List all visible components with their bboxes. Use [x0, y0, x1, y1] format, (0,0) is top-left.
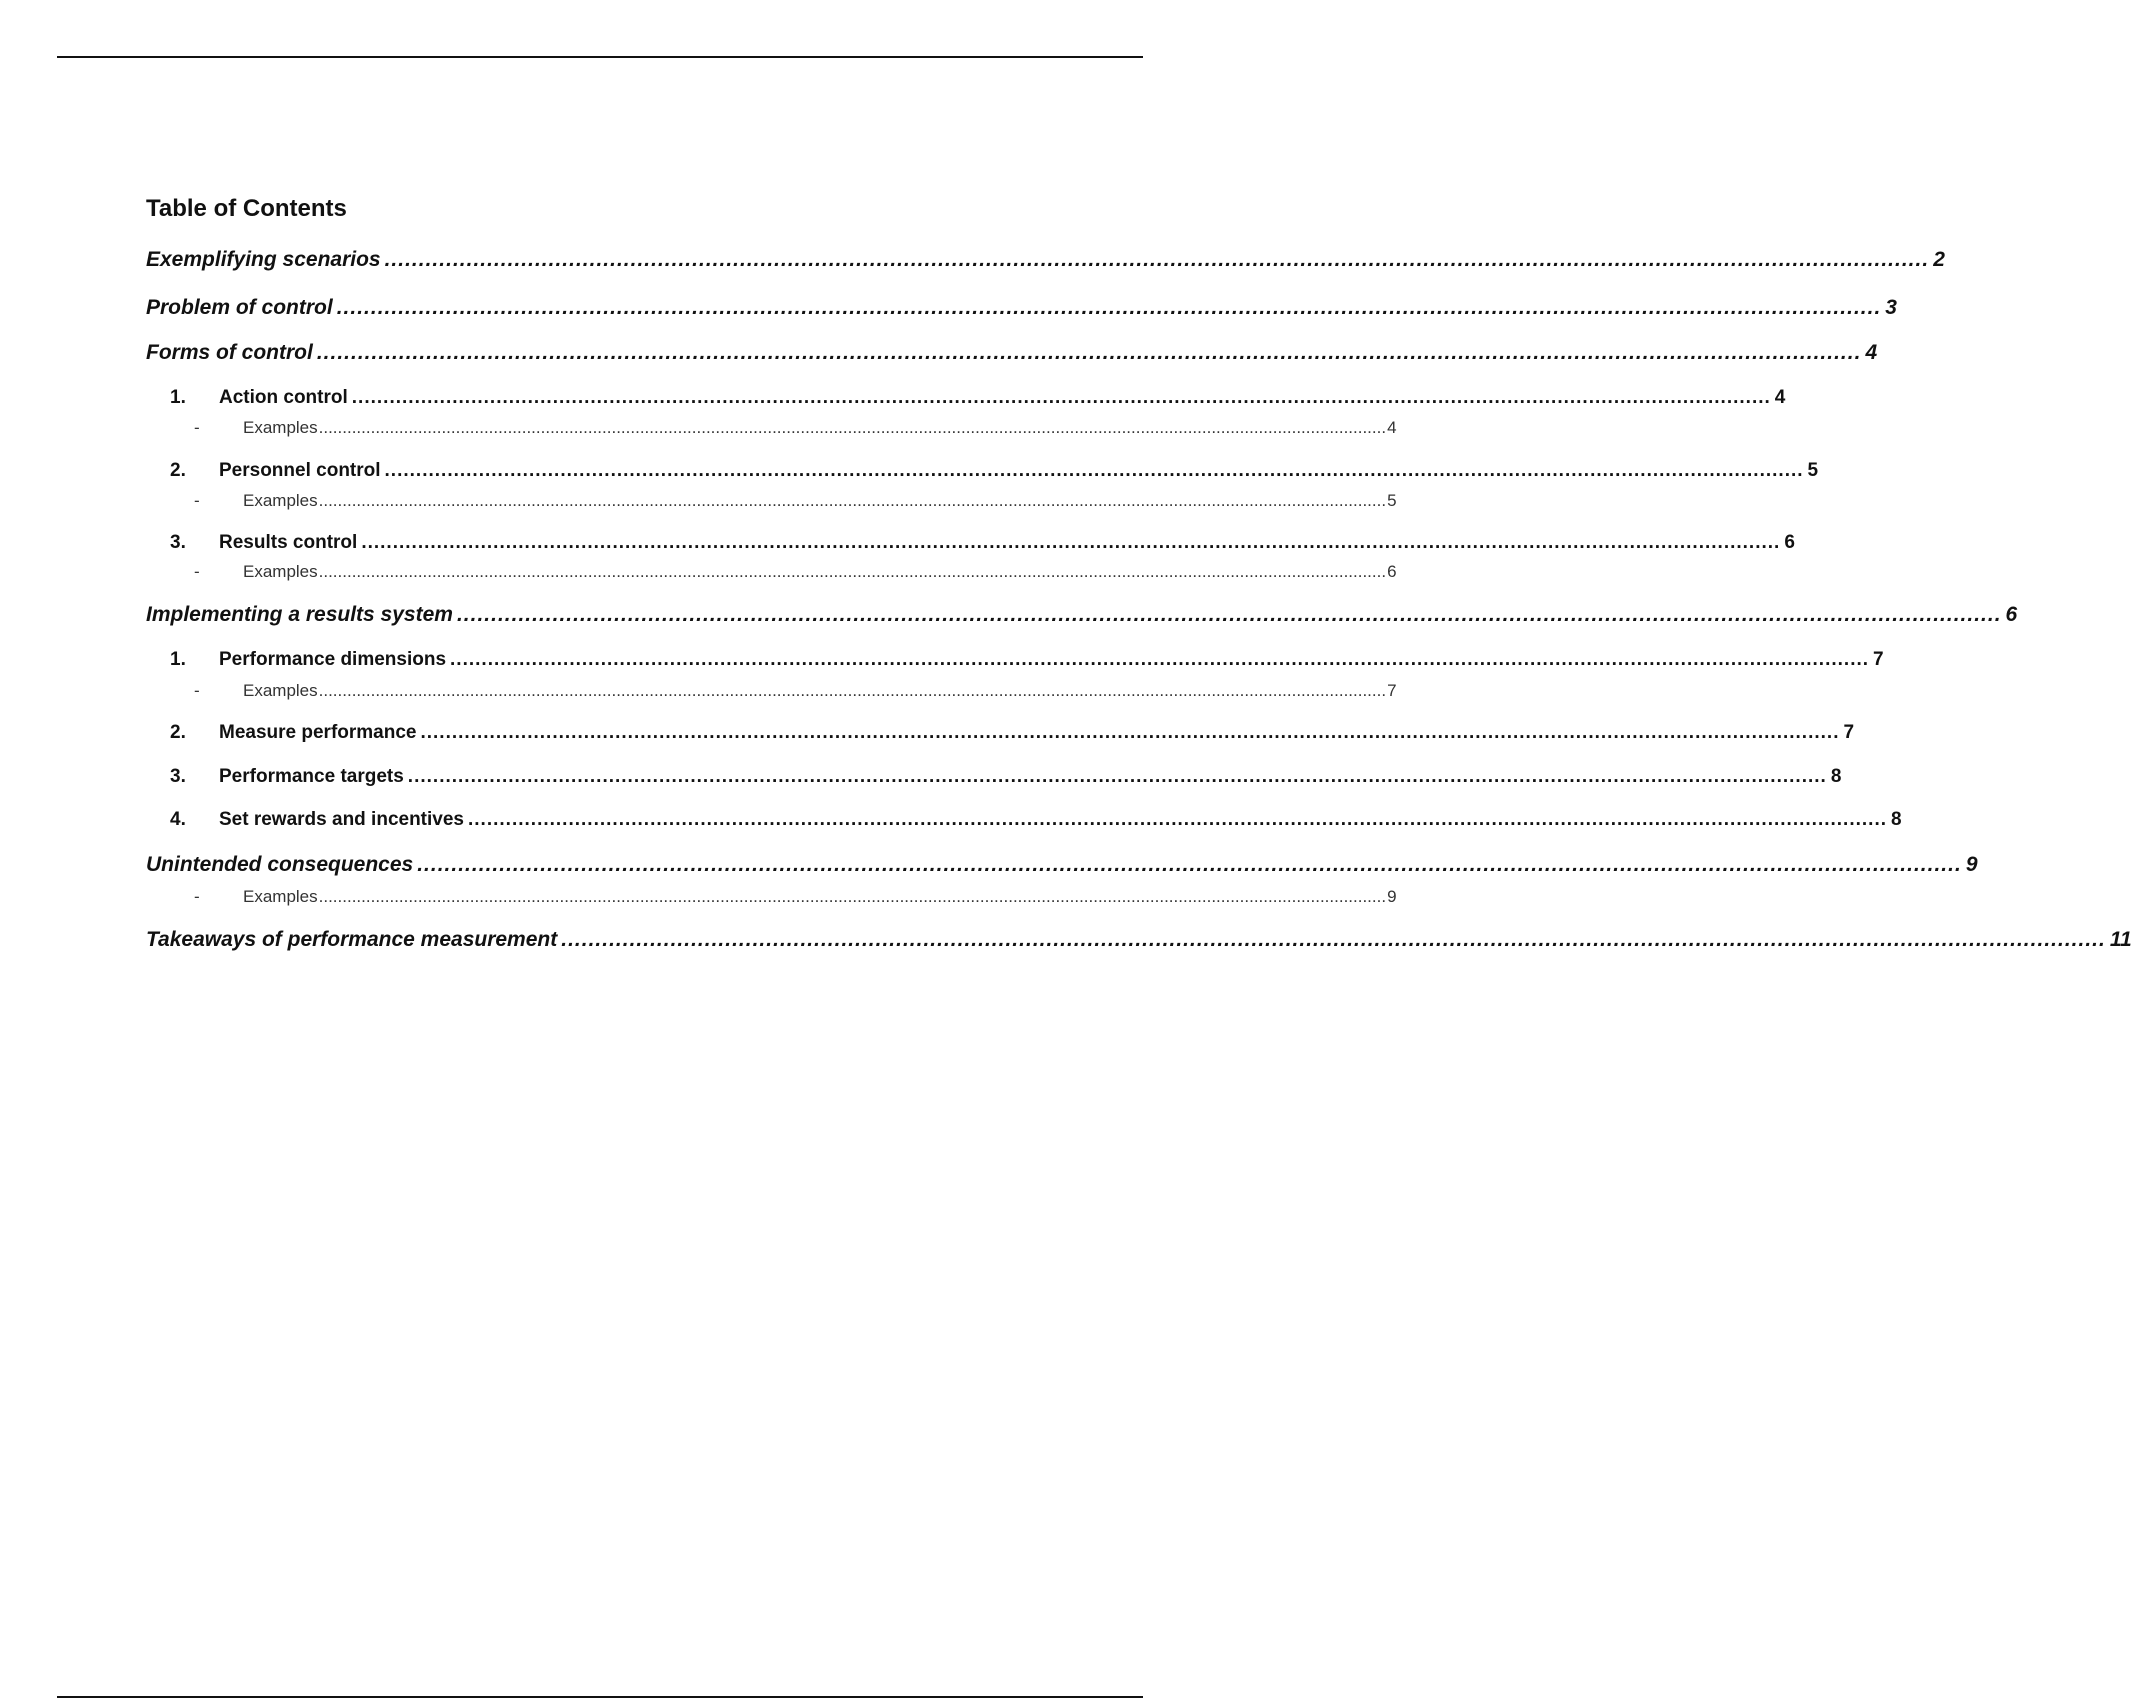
- toc-page-number: 6: [1784, 532, 1795, 553]
- toc-leader-dots: ..................................................................................................................................................................................................................................: [384, 460, 1804, 481]
- toc-entry-number: 1.: [170, 387, 186, 408]
- toc-entry-label: Personnel control: [219, 460, 381, 481]
- toc-entry-examples-personnel[interactable]: [146, 490, 1397, 512]
- toc-entry-bullet: -: [194, 418, 200, 437]
- toc-entry-label: Examples: [243, 681, 318, 700]
- toc-leader-dots: ..................................................................................................................................................................................................................................: [417, 853, 1962, 876]
- toc-entry-label: Forms of control: [146, 341, 313, 364]
- toc-entry-label: Examples: [243, 887, 318, 906]
- toc-page-number: 6: [2005, 603, 2018, 626]
- toc-entry-label: Takeaways of performance measurement: [146, 928, 558, 951]
- toc-entry-takeaways-performance-measurement[interactable]: [146, 927, 2132, 953]
- toc-entry-label: Examples: [243, 491, 318, 510]
- toc-entry-number: 3.: [170, 766, 186, 787]
- toc-entry-label: Problem of control: [146, 296, 333, 319]
- toc-entry-examples-results[interactable]: [146, 561, 1397, 583]
- toc-entry-examples-action[interactable]: [146, 417, 1397, 439]
- toc-entry-examples-consequences[interactable]: [146, 886, 1397, 908]
- toc-entry-number: 4.: [170, 809, 186, 830]
- toc-page-number: 3: [1885, 296, 1897, 319]
- toc-entry-label: Performance targets: [219, 766, 404, 787]
- toc-page-number: 5: [1807, 460, 1819, 481]
- toc-leader-dots: ..................................................................................................................................................................................................................................: [318, 491, 1387, 510]
- toc-leader-dots: ..................................................................................................................................................................................................................................: [318, 887, 1387, 906]
- toc-page-number: 7: [1873, 649, 1884, 670]
- toc-page-number: 4: [1387, 418, 1397, 437]
- toc-page-number: 7: [1843, 722, 1855, 743]
- toc-entry-label: Examples: [243, 418, 318, 437]
- toc-leader-dots: ..................................................................................................................................................................................................................................: [456, 603, 2002, 626]
- toc-leader-dots: ..................................................................................................................................................................................................................................: [561, 928, 2106, 951]
- toc-page-number: 2: [1933, 248, 1945, 271]
- toc-page-number: 4: [1865, 341, 1878, 364]
- toc-leader-dots: ..................................................................................................................................................................................................................................: [316, 341, 1862, 364]
- toc-entry-implementing-results-system[interactable]: [146, 602, 2018, 628]
- toc-entry-results-control[interactable]: [146, 531, 1795, 555]
- toc-leader-dots: ..................................................................................................................................................................................................................................: [420, 722, 1840, 743]
- toc-entry-measure-performance[interactable]: [146, 721, 1855, 745]
- toc-leader-dots: ..................................................................................................................................................................................................................................: [336, 296, 1882, 319]
- toc-leader-dots: ..................................................................................................................................................................................................................................: [450, 649, 1870, 670]
- header-rule: [57, 56, 1143, 58]
- toc-page-number: 5: [1387, 491, 1397, 510]
- toc-entry-bullet: -: [194, 681, 200, 700]
- toc-page-number: 9: [1965, 853, 1978, 876]
- toc-page-number: 8: [1891, 809, 1902, 830]
- toc-entry-performance-targets[interactable]: [146, 765, 1842, 789]
- footer-rule: [57, 1696, 1143, 1698]
- toc-leader-dots: ..................................................................................................................................................................................................................................: [468, 809, 1888, 830]
- toc-leader-dots: ..................................................................................................................................................................................................................................: [361, 532, 1781, 553]
- toc-leader-dots: ..................................................................................................................................................................................................................................: [318, 418, 1387, 437]
- toc-entry-unintended-consequences[interactable]: [146, 852, 1978, 878]
- toc-leader-dots: ..................................................................................................................................................................................................................................: [318, 681, 1387, 700]
- toc-entry-bullet: -: [194, 491, 200, 510]
- toc-entry-label: Measure performance: [219, 722, 417, 743]
- toc-entry-label: Results control: [219, 532, 358, 553]
- toc-entry-label: Action control: [219, 387, 348, 408]
- toc-leader-dots: ..................................................................................................................................................................................................................................: [407, 766, 1827, 787]
- toc-page-number: 6: [1387, 562, 1397, 581]
- toc-entry-examples-dimensions[interactable]: [146, 680, 1397, 702]
- toc-page-number: 4: [1774, 387, 1786, 408]
- toc-entry-exemplifying-scenarios[interactable]: [146, 247, 1945, 273]
- toc-entry-set-rewards-incentives[interactable]: [146, 808, 1902, 832]
- toc-page-number: 9: [1387, 887, 1397, 906]
- toc-entry-action-control[interactable]: [146, 386, 1786, 410]
- toc-entry-label: Performance dimensions: [219, 649, 447, 670]
- toc-entry-label: Set rewards and incentives: [219, 809, 464, 830]
- toc-page-number: 11: [2109, 928, 2132, 951]
- toc-entry-label: Exemplifying scenarios: [146, 248, 381, 271]
- toc-leader-dots: ..................................................................................................................................................................................................................................: [351, 387, 1771, 408]
- toc-entry-personnel-control[interactable]: [146, 459, 1819, 483]
- toc-entry-bullet: -: [194, 887, 200, 906]
- toc-entry-number: 2.: [170, 460, 186, 481]
- toc-entry-problem-of-control[interactable]: [146, 295, 1897, 321]
- toc-entry-label: Implementing a results system: [146, 603, 453, 626]
- toc-entry-forms-of-control[interactable]: [146, 340, 1878, 366]
- toc-leader-dots: ..................................................................................................................................................................................................................................: [318, 562, 1387, 581]
- toc-entry-bullet: -: [194, 562, 200, 581]
- toc-entry-number: 3.: [170, 532, 186, 553]
- toc-title: Table of Contents: [146, 195, 347, 222]
- toc-entry-performance-dimensions[interactable]: [146, 648, 1884, 672]
- toc-leader-dots: ..................................................................................................................................................................................................................................: [384, 248, 1930, 271]
- toc-entry-number: 2.: [170, 722, 186, 743]
- toc-entry-label: Unintended consequences: [146, 853, 414, 876]
- toc-page-number: 7: [1387, 681, 1397, 700]
- toc-page-number: 8: [1830, 766, 1842, 787]
- toc-entry-number: 1.: [170, 649, 186, 670]
- toc-entry-label: Examples: [243, 562, 318, 581]
